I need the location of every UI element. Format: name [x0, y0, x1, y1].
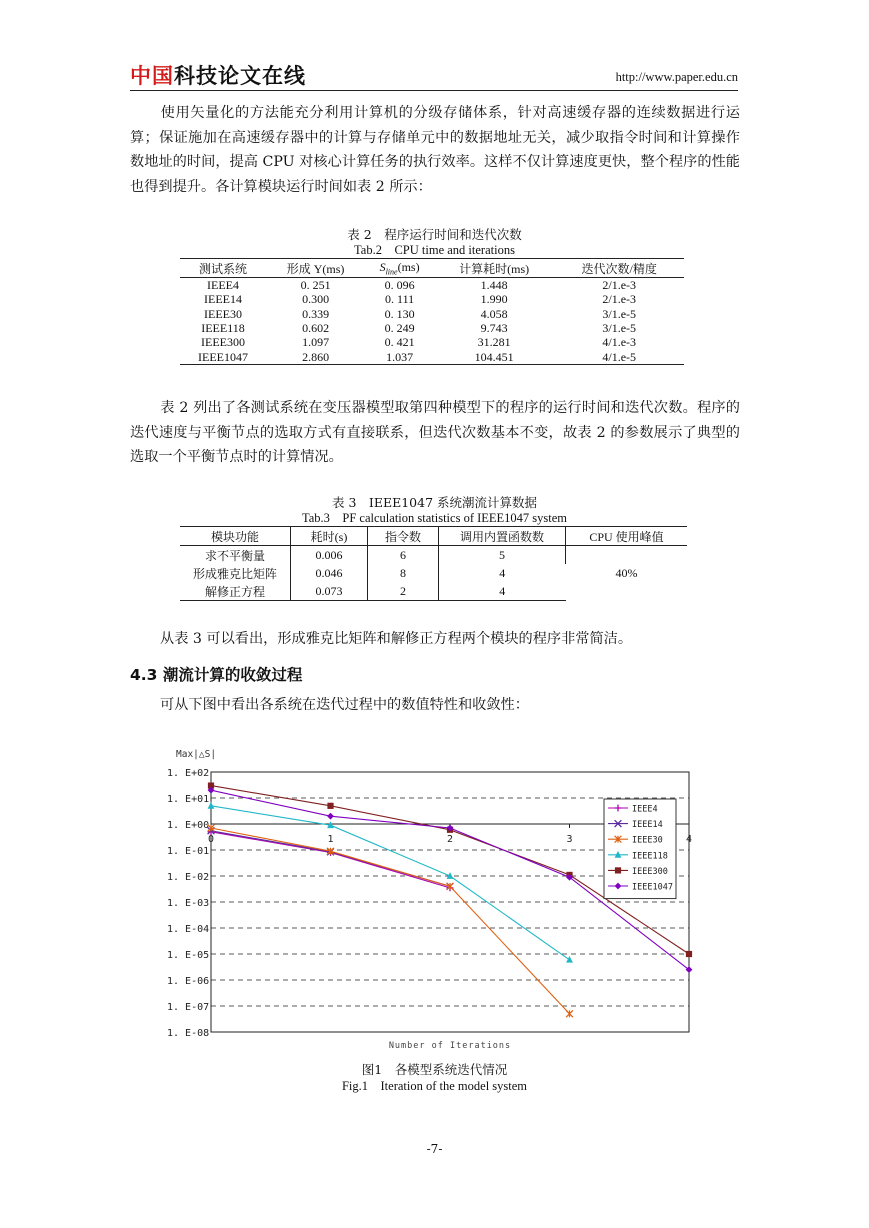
legend-label-ieee300: IEEE300 [632, 866, 668, 877]
paragraph-3-text: 从表 3 可以看出，形成雅克比矩阵和解修正方程两个模块的程序非常简洁。 [160, 631, 633, 647]
cell: 8 [368, 564, 439, 582]
cell: 6 [368, 546, 439, 565]
table2-caption-cn: 表 2 程序运行时间和迭代次数 [347, 227, 522, 242]
series-point-ieee300 [686, 951, 692, 957]
y-tick-label: 1. E-05 [167, 950, 210, 961]
cell: 0. 111 [385, 292, 415, 307]
table3-header-calls: 调用内置函数数 [439, 527, 566, 546]
cell: 0.073 [291, 582, 368, 601]
y-axis-label: Max|△S| [176, 749, 217, 760]
table2-header-time: 计算耗时(ms) [434, 259, 554, 278]
section-heading: 4.3 潮流计算的收敛过程 [130, 666, 303, 684]
cell: 0. 251 [300, 278, 331, 293]
table3-header-time: 耗时(s) [291, 527, 368, 546]
cell: 1.037 [365, 349, 434, 364]
legend-marker-ieee300 [615, 867, 621, 873]
series-point-ieee300 [327, 803, 333, 809]
paragraph-1-text: 使用矢量化的方法能充分利用计算机的分级存储体系，针对高速缓存器的连续数据进行运算；保证施加在高速缓存器中的计算与存储单元中的数据地址无关，减少取指令时间和计算操作数地址的时间，提高 CPU 对核心计算任务的执行效率。这样不仅计算速度更快，整个程序的性能也得到提升。各计算模块运行时间如表 2 所示： [130, 105, 740, 195]
y-tick-label: 1. E-03 [167, 898, 210, 909]
sline-s: S [379, 259, 386, 274]
sline-sub: line [385, 267, 398, 277]
cell: 0.300 [302, 292, 330, 307]
table2-header-sline [365, 259, 434, 278]
table2-caption-en: Tab.2 CPU time and iterations [354, 243, 515, 257]
y-tick-label: 1. E+01 [167, 794, 210, 805]
cell: 0.006 [291, 546, 368, 565]
y-tick-label: 1. E-01 [167, 846, 210, 857]
table-2 [180, 258, 684, 365]
page-number: -7- [426, 1142, 443, 1156]
cell: 2/1.e-3 [602, 278, 637, 293]
cell: 0. 421 [384, 335, 415, 350]
x-tick-label: 2 [446, 834, 454, 845]
x-tick-label: 3 [566, 834, 573, 845]
cell: 5 [439, 546, 566, 565]
legend-label-ieee1047: IEEE1047 [632, 882, 673, 893]
logo-red-text: 中国 [130, 64, 174, 88]
cell: 3/1.e-5 [602, 321, 637, 336]
table3-caption-cn: 表 3 IEEE1047 系统潮流计算数据 [331, 495, 538, 510]
cell: 31.281 [477, 335, 511, 350]
legend-label-ieee14: IEEE14 [632, 820, 663, 831]
cell: 4/1.e-3 [602, 335, 637, 350]
y-tick-label: 1. E-06 [167, 976, 210, 987]
sline-unit: (ms) [397, 259, 420, 274]
table-3 [180, 526, 687, 601]
cell: 0. 130 [384, 306, 415, 321]
table-row [180, 335, 684, 349]
legend-label-ieee118: IEEE118 [632, 851, 668, 862]
cell: 1.990 [480, 292, 508, 307]
table-row [180, 307, 684, 321]
cell: 4/1.e-5 [554, 349, 684, 364]
cell: 形成雅克比矩阵 [180, 564, 291, 582]
cell: 0.602 [302, 321, 330, 336]
cell: IEEE118 [201, 321, 245, 336]
cell: 0.046 [291, 564, 368, 582]
cell: 2.860 [266, 349, 365, 364]
legend-label-ieee4: IEEE4 [632, 804, 658, 815]
cell: 0.339 [302, 306, 330, 321]
cell: 1.448 [480, 278, 508, 293]
figure-caption-cn: 图1 各模型系统迭代情况 [361, 1062, 508, 1077]
x-tick-label: 0 [207, 834, 215, 845]
table-row [180, 292, 684, 306]
cell: 1.097 [302, 335, 330, 350]
table3-header-instr: 指令数 [368, 527, 439, 546]
y-tick-label: 1. E-08 [167, 1028, 210, 1039]
table3-header-cpu: CPU 使用峰值 [566, 527, 688, 546]
cell: 求不平衡量 [180, 546, 291, 565]
table2-header-system: 测试系统 [180, 259, 266, 278]
y-tick-label: 1. E+00 [167, 820, 210, 831]
x-tick-label: 4 [685, 834, 693, 845]
paragraph-4-text: 可从下图中看出各系统在迭代过程中的数值特性和收敛性： [160, 697, 529, 713]
legend-label-ieee30: IEEE30 [632, 835, 663, 846]
figure-caption-en: Fig.1 Iteration of the model system [341, 1079, 528, 1093]
cell: 4 [439, 582, 566, 601]
table-row [180, 278, 684, 293]
cell: 4 [499, 565, 506, 580]
cell: IEEE300 [201, 335, 245, 350]
paragraph-vectorization [130, 101, 740, 199]
cell: 3/1.e-5 [602, 306, 637, 321]
table3-caption-en: Tab.3 PF calculation statistics of IEEE1047 system [301, 511, 568, 525]
paragraph-figure-intro [130, 693, 740, 718]
x-tick-label: 1 [327, 834, 334, 845]
cpu-peak-cell: 40% [615, 565, 638, 580]
cell: IEEE30 [204, 306, 242, 321]
header-url[interactable]: http://www.paper.edu.cn [615, 70, 738, 84]
table-row [180, 321, 684, 335]
table3-header-module: 模块功能 [180, 527, 291, 546]
paragraph-2-text: 表 2 列出了各测试系统在变压器模型取第四种模型下的程序的运行时间和迭代次数。程序的迭代速度与平衡节点的选取方式有直接联系，但迭代次数基本不变，故表 2 的参数展示了典型的选取一个平衡节点时的计算情况。 [130, 400, 740, 465]
paragraph-table2-discussion [130, 396, 740, 470]
cell: 9.743 [480, 321, 508, 336]
cell: 104.451 [434, 349, 554, 364]
x-axis-label: Number of Iterations [388, 1041, 512, 1051]
y-tick-label: 1. E+02 [167, 768, 210, 779]
journal-logo [130, 60, 306, 90]
cell: 解修正方程 [180, 582, 291, 601]
y-tick-label: 1. E-02 [167, 872, 210, 883]
cell: IEEE1047 [180, 349, 266, 364]
cell: 4.058 [480, 306, 508, 321]
table2-header-formy: 形成 Y(ms) [266, 259, 365, 278]
cell: 2/1.e-3 [602, 292, 637, 307]
y-tick-label: 1. E-07 [167, 1002, 210, 1013]
table-row [180, 349, 684, 364]
cell: IEEE4 [207, 278, 239, 293]
page-header [130, 60, 738, 91]
cell: 0. 096 [384, 278, 415, 293]
cell: 0. 249 [384, 321, 415, 336]
table2-header-iter: 迭代次数/精度 [554, 259, 684, 278]
cell: IEEE14 [204, 292, 242, 307]
table-row [180, 546, 687, 565]
cell: 2 [368, 582, 439, 601]
y-tick-label: 1. E-04 [167, 924, 210, 935]
logo-black-text: 科技论文在线 [174, 64, 306, 88]
paragraph-table3-discussion [130, 627, 740, 652]
iteration-chart [0, 740, 869, 1060]
